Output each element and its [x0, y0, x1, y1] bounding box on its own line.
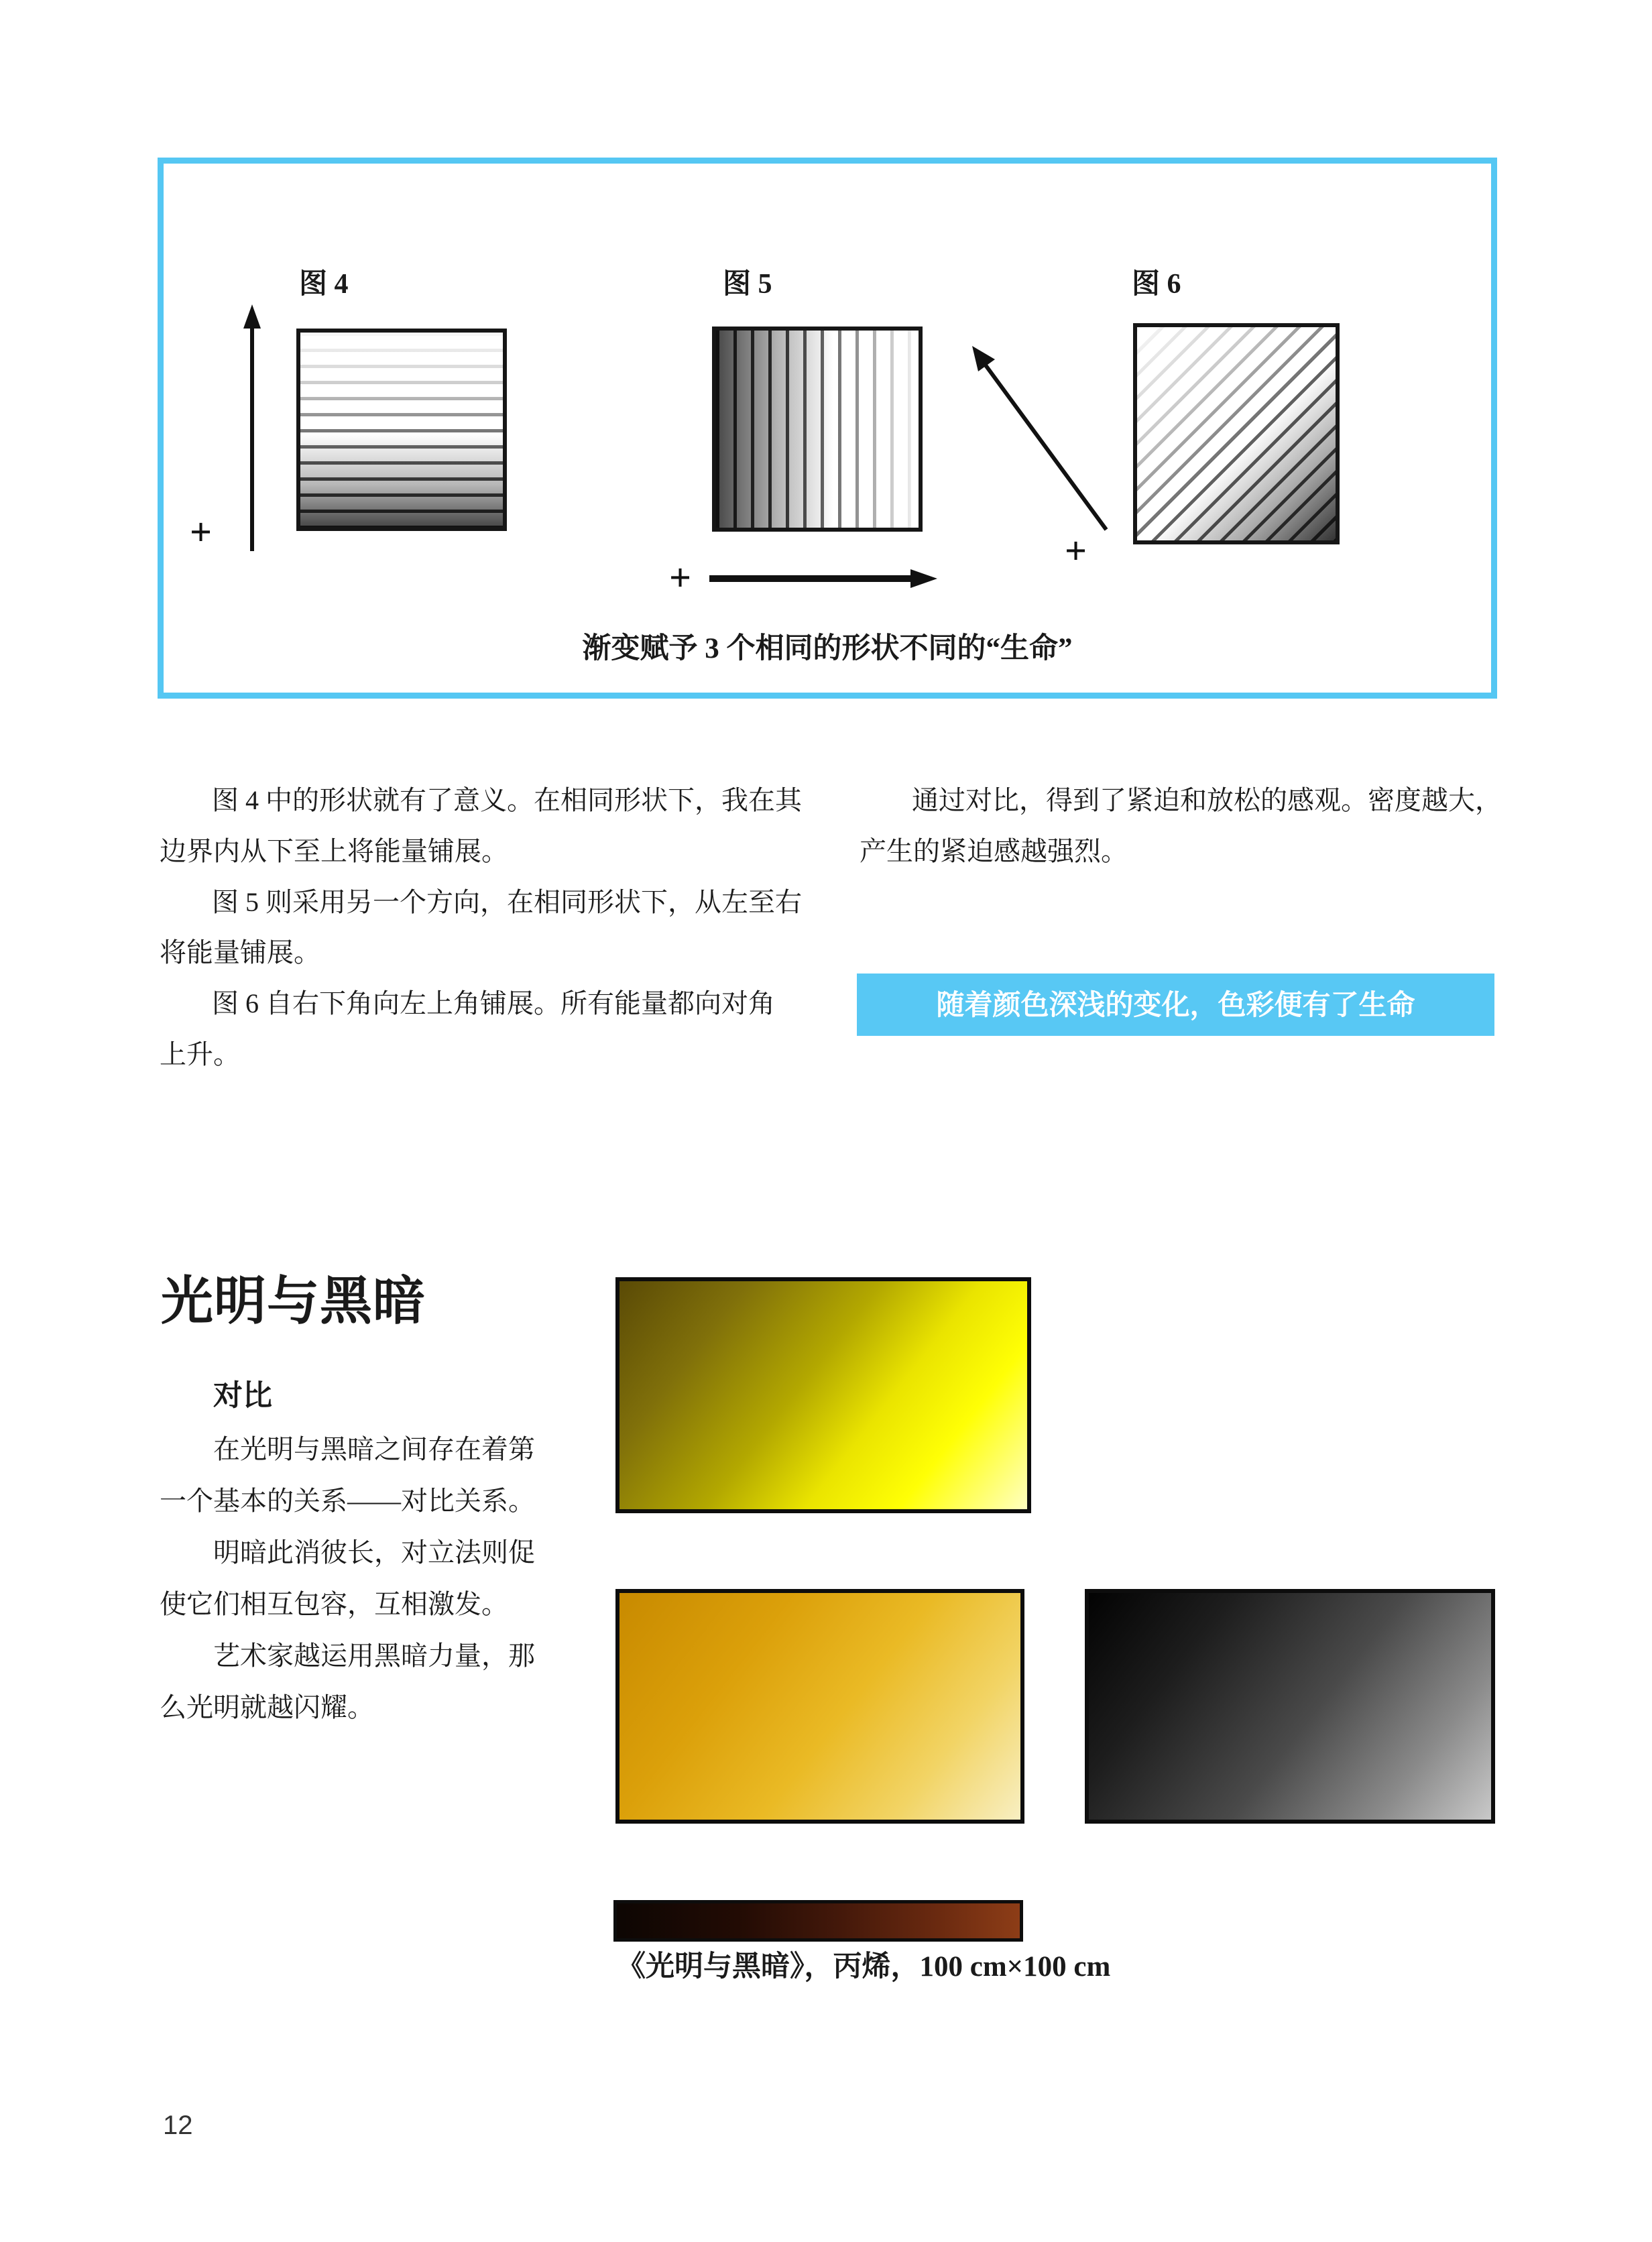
section-subheading: 对比	[213, 1379, 272, 1412]
body-left-line-1: 图 4 中的形状就有了意义。在相同形状下，我在其	[212, 785, 802, 815]
highlight-banner-text: 随着颜色深浅的变化，色彩便有了生命	[936, 988, 1415, 1020]
figure-panel-frame	[158, 158, 1497, 699]
right-arrow	[705, 565, 940, 592]
figure-panel-caption: 渐变赋予 3 个相同的形状不同的“生命”	[582, 633, 1073, 664]
figure-4-plus-sign: +	[190, 510, 213, 554]
highlight-banner	[857, 973, 1494, 1036]
page-number: 12	[163, 2111, 193, 2140]
figure-4-hatching	[300, 333, 503, 527]
section-line-4: 使它们相互包容，互相激发。	[160, 1589, 508, 1619]
figure-4-sketch	[296, 329, 507, 531]
figure-6-plus-sign: +	[1065, 529, 1087, 573]
body-left-line-2: 边界内从下至上将能量铺展。	[160, 836, 508, 866]
body-right-line-1: 通过对比，得到了紧迫和放松的感观。密度越大，	[912, 785, 1502, 815]
brown-gradient-bar	[613, 1900, 1023, 1942]
gold-gradient-block	[615, 1589, 1024, 1824]
section-line-1: 在光明与黑暗之间存在着第	[213, 1434, 535, 1464]
body-left-line-5: 图 6 自右下角向左上角铺展。所有能量都向对角	[212, 988, 775, 1018]
figure-5-sketch	[712, 327, 923, 532]
diagonal-arrow	[963, 337, 1117, 538]
section-line-5: 艺术家越运用黑暗力量，那	[213, 1641, 535, 1671]
yellow-gradient-block	[615, 1277, 1031, 1513]
gray-gradient-block	[1085, 1589, 1495, 1824]
body-left-line-6: 上升。	[160, 1039, 240, 1069]
figure-5-hatching	[716, 331, 919, 528]
figure-6-hatching	[1137, 327, 1336, 540]
body-right-line-2: 产生的紧迫感越强烈。	[860, 836, 1128, 866]
body-left-line-4: 将能量铺展。	[160, 937, 320, 967]
section-line-6: 么光明就越闪耀。	[160, 1692, 374, 1722]
section-line-3: 明暗此消彼长，对立法则促	[213, 1537, 535, 1568]
figure-5-label: 图 5	[723, 269, 772, 300]
figure-4-label: 图 4	[299, 269, 349, 300]
figure-5-plus-sign: +	[669, 556, 692, 599]
artwork-caption: 《光明与黑暗》，丙烯，100 cm×100 cm	[617, 1951, 1111, 1983]
section-title: 光明与黑暗	[161, 1272, 426, 1330]
up-arrow	[239, 302, 266, 555]
figure-6-label: 图 6	[1132, 269, 1181, 300]
figure-6-sketch	[1133, 323, 1340, 544]
section-line-2: 一个基本的关系——对比关系。	[160, 1486, 535, 1516]
body-left-line-3: 图 5 则采用另一个方向，在相同形状下，从左至右	[212, 887, 802, 917]
